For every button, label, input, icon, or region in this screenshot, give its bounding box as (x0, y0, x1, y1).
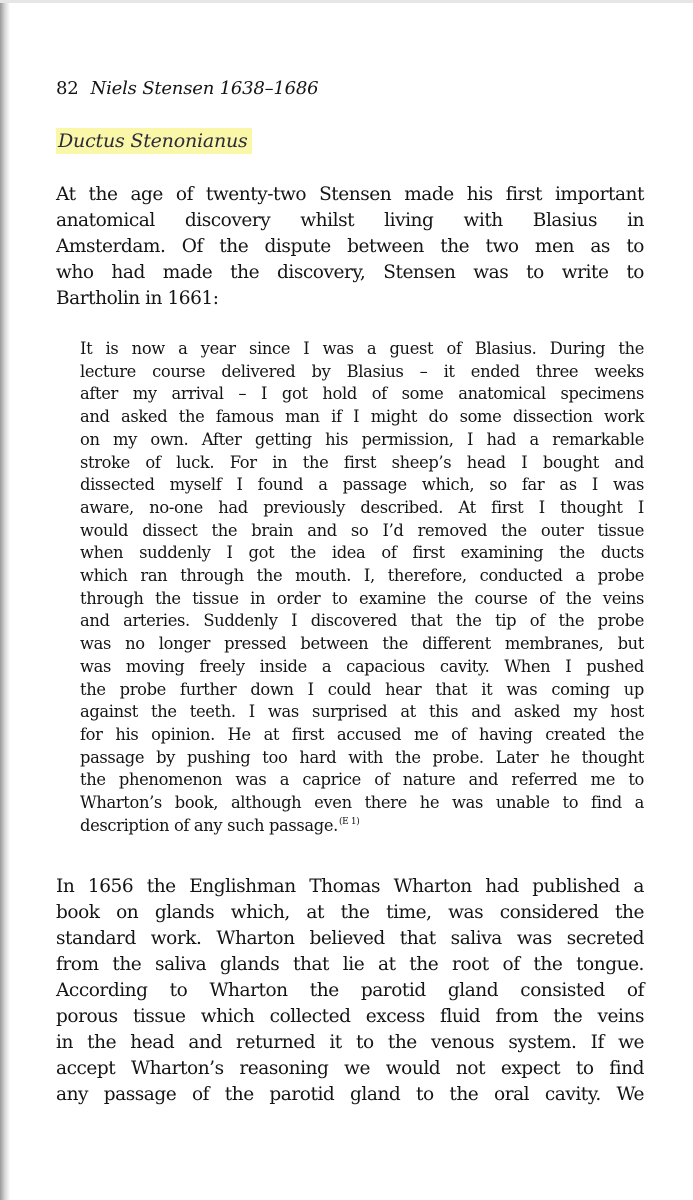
quote-line: aware, no-one had previously described. At first I thought I (80, 497, 644, 517)
text-line: in the head and returned it to the venous system. If we (56, 1032, 644, 1053)
quote-line: which ran through the mouth. I, therefore, conducted a probe (80, 566, 644, 586)
quote-line: for his opinion. He at first accused me of having created the (80, 724, 644, 744)
page-left-shadow (0, 0, 10, 1200)
text-line: porous tissue which collected excess fluid from the veins (56, 1006, 644, 1027)
quote-line: lecture course delivered by Blasius – it ended three weeks (80, 361, 644, 381)
text-line: anatomical discovery whilst living with Blasius in (56, 210, 644, 231)
quote-line: after my arrival – I got hold of some anatomical specimens (80, 384, 644, 404)
quote-line: when suddenly I got the idea of first examining the ducts (80, 543, 644, 563)
text-line: from the saliva glands that lie at the root of the tongue. (56, 954, 644, 975)
quote-line: would dissect the brain and so I’d removed the outer tissue (80, 520, 644, 540)
text-line: At the age of twenty-two Stensen made his first important (56, 184, 644, 205)
quote-line: Wharton’s book, although even there he was unable to find a (80, 793, 644, 813)
page-number: 82 (56, 78, 79, 99)
quote-line: and arteries. Suddenly I discovered that the tip of the probe (80, 611, 644, 631)
quote-line: against the teeth. I was surprised at this and asked my host (80, 702, 644, 722)
footnote-marker: (E 1) (338, 816, 360, 827)
quote-line: stroke of luck. For in the first sheep’s head I bought and (80, 452, 644, 472)
running-title: Niels Stensen 1638–1686 (90, 78, 319, 99)
text-line: Amsterdam. Of the dispute between the two men as to (56, 236, 644, 257)
page-top-edge (0, 0, 693, 3)
quote-line: through the tissue in order to examine the course of the veins (80, 588, 644, 608)
quote-line: It is now a year since I was a guest of Blasius. During the (80, 339, 644, 358)
block-quote (80, 338, 644, 837)
text-line: any passage of the parotid gland to the oral cavity. We (56, 1084, 644, 1105)
running-header (56, 78, 318, 99)
quote-line: was no longer pressed between the different membranes, but (80, 634, 644, 654)
quote-line: the probe further down I could hear that it was coming up (80, 679, 644, 699)
text-line: book on glands which, at the time, was considered the (56, 902, 644, 923)
section-title-highlighted: Ductus Stenonianus (56, 128, 252, 154)
quote-line: was moving freely inside a capacious cavity. When I pushed (80, 656, 644, 676)
text-line: Bartholin in 1661: (56, 288, 219, 309)
quote-line: the phenomenon was a caprice of nature and referred me to (80, 770, 644, 790)
paragraph-wharton (56, 874, 644, 1108)
text-line: In 1656 the Englishman Thomas Wharton had published a (56, 876, 644, 897)
quote-text-end: description of any such passage. (80, 815, 338, 835)
quote-line: and asked the famous man if I might do some dissection work (80, 407, 644, 427)
text-line: According to Wharton the parotid gland consisted of (56, 980, 644, 1001)
quote-line: on my own. After getting his permission, I had a remarkable (80, 429, 644, 449)
text-line: standard work. Wharton believed that saliva was secreted (56, 928, 644, 949)
quote-line: passage by pushing too hard with the probe. Later he thought (80, 747, 644, 767)
quote-line-last (80, 815, 644, 838)
paragraph-intro (56, 182, 644, 312)
quote-line: dissected myself I found a passage which, so far as I was (80, 475, 644, 495)
text-line: accept Wharton’s reasoning we would not expect to find (56, 1058, 644, 1079)
text-line: who had made the discovery, Stensen was to write to (56, 262, 644, 283)
